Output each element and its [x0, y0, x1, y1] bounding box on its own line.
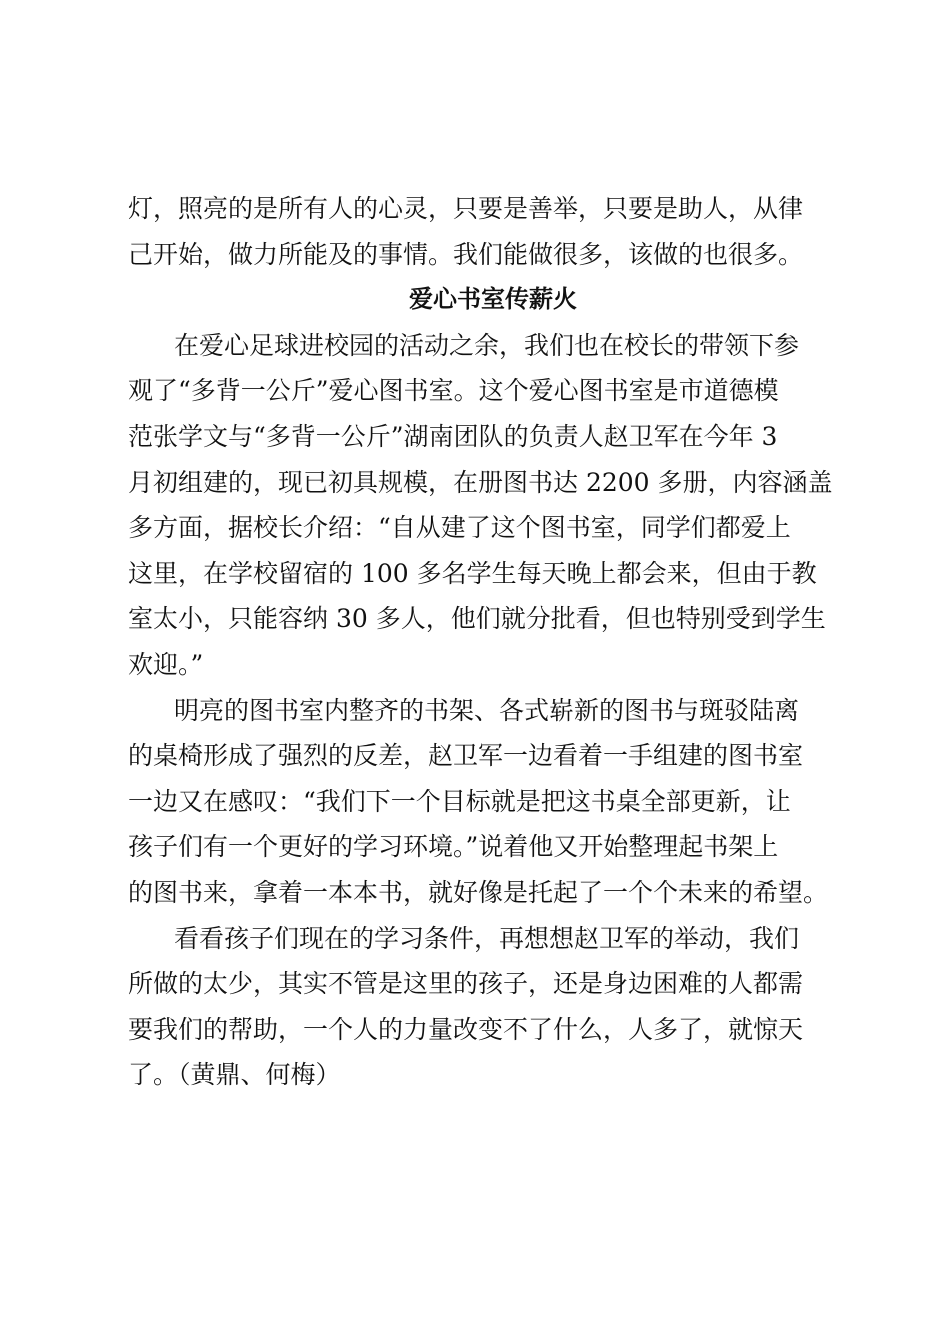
- section-title: 爱心书室传薪火: [409, 285, 577, 314]
- intro-line-1: 灯，照亮的是所有人的心灵，只要是善举，只要是助人，从律: [128, 194, 804, 223]
- paragraph-1-line-3: 范张学文与“多背一公斤”湖南团队的负责人赵卫军在今年 3: [128, 421, 778, 451]
- paragraph-2-line-5: 的图书来，拿着一本本书，就好像是托起了一个个未来的希望。: [128, 877, 829, 907]
- paragraph-1-line-5: 多方面，据校长介绍：“自从建了这个图书室，同学们都爱上: [128, 513, 791, 543]
- paragraph-1-line-2: 观了“多背一公斤”爱心图书室。这个爱心图书室是市道德模: [128, 376, 779, 406]
- paragraph-3-line-1: 看看孩子们现在的学习条件，再想想赵卫军的举动，我们: [174, 923, 800, 953]
- paragraph-1-line-1: 在爱心足球进校园的活动之余，我们也在校长的带领下参: [174, 330, 800, 360]
- paragraph-1-line-6: 这里，在学校留宿的 100 多名学生每天晚上都会来，但由于教: [128, 558, 817, 588]
- paragraph-2-line-2: 的桌椅形成了强烈的反差，赵卫军一边看着一手组建的图书室: [128, 741, 804, 771]
- paragraph-1-line-4: 月初组建的，现已初具规模，在册图书达 2200 多册，内容涵盖: [128, 467, 833, 497]
- paragraph-3-line-4: 了。（黄鼎、何梅）: [128, 1060, 341, 1090]
- document-body: [128, 186, 833, 1098]
- paragraph-3-line-2: 所做的太少，其实不管是这里的孩子，还是身边困难的人都需: [128, 969, 804, 999]
- paragraph-1-line-8: 欢迎。”: [128, 649, 204, 679]
- paragraph-1-line-7: 室太小，只能容纳 30 多人，他们就分批看，但也特别受到学生: [128, 604, 826, 634]
- paragraph-3-line-3: 要我们的帮助，一个人的力量改变不了什么，人多了，就惊天: [128, 1014, 804, 1044]
- paragraph-2-line-4: 孩子们有一个更好的学习环境。”说着他又开始整理起书架上: [128, 832, 779, 862]
- intro-line-2: 己开始，做力所能及的事情。我们能做很多，该做的也很多。: [128, 239, 804, 269]
- paragraph-2-line-3: 一边又在感叹：“我们下一个目标就是把这书桌全部更新，让: [128, 786, 791, 816]
- paragraph-2-line-1: 明亮的图书室内整齐的书架、各式崭新的图书与斑驳陆离: [174, 695, 800, 725]
